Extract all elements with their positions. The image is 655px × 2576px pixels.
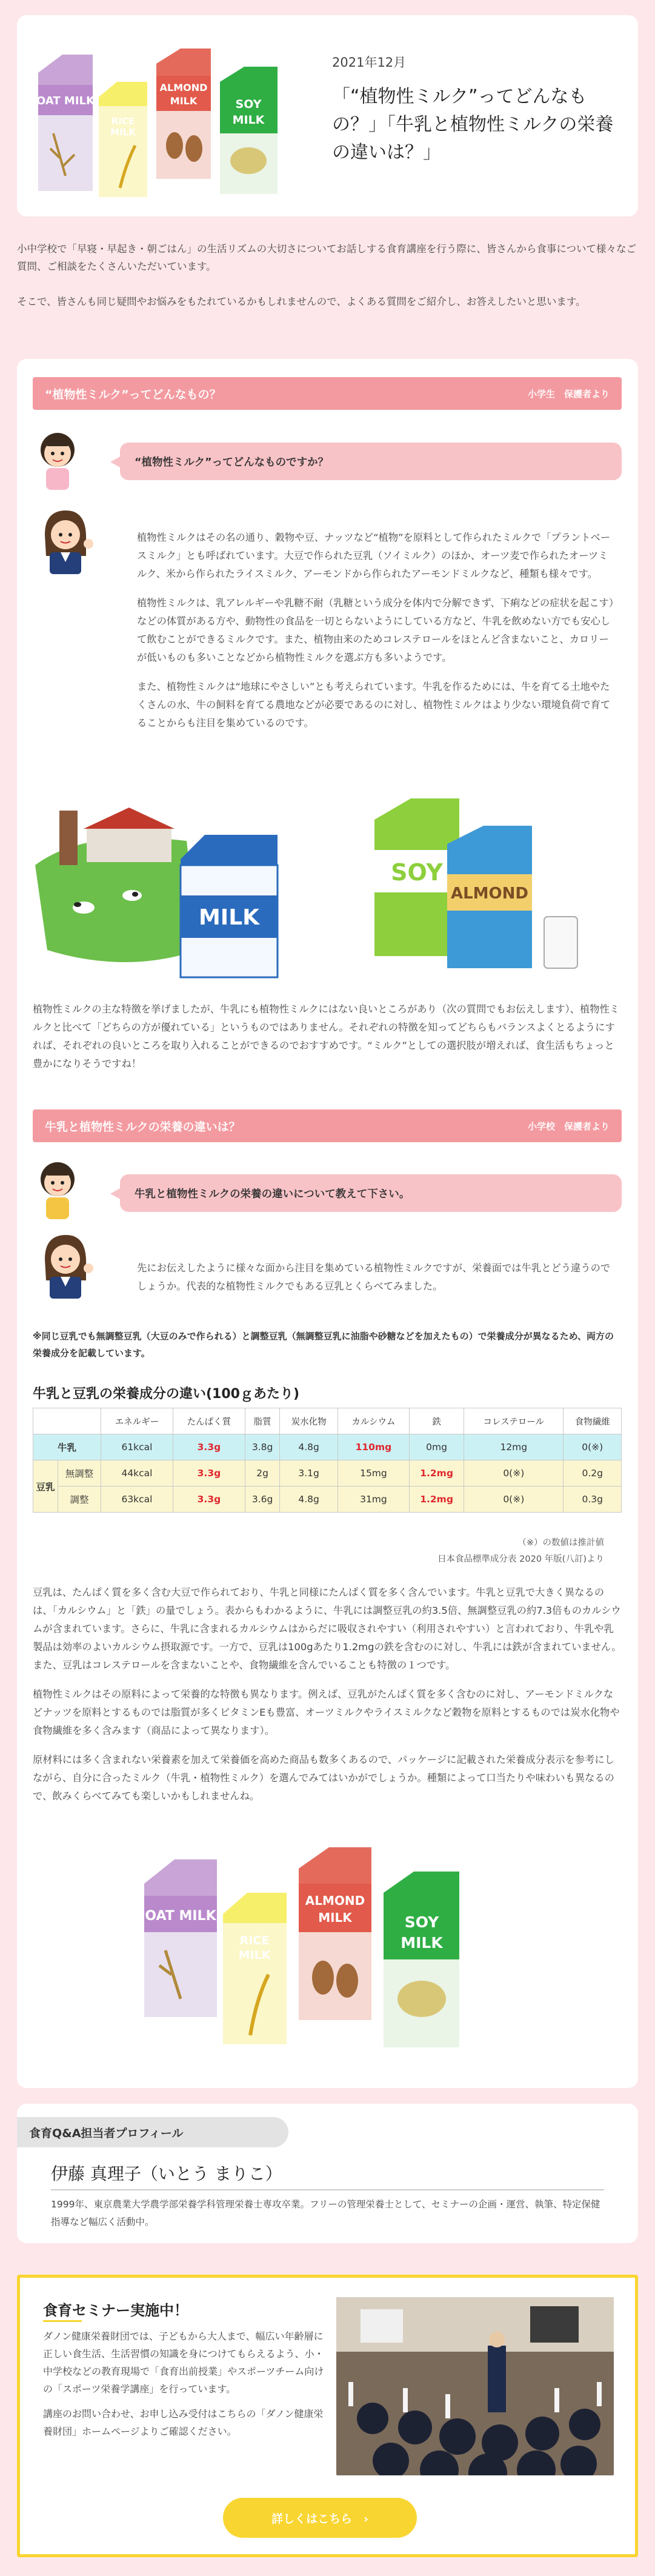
plant-milk-cartons-bottom-illustration: [138, 1847, 502, 2053]
seminar-title: 食育セミナー実施中！: [43, 2302, 188, 2319]
oat-label: OAT MILK: [145, 1909, 216, 1924]
table-cell: 3.3g: [173, 1434, 245, 1460]
section-heading-text: 牛乳と植物性ミルクの栄養の違いは？: [45, 1120, 241, 1134]
article-date: 2021年12月: [332, 55, 407, 70]
question-source-tag: 小学生 保護者より: [527, 388, 610, 400]
body-paragraph: 原材料には多く含まれない栄養素を加えて栄養価を高めた商品も数多くあるので、パッケージに記載された栄養成分表示を参考にしながら、自分に合ったミルク（牛乳・植物性ミルク）を選んでみてはいかがでしょうか。種類によって口当たりや味わいも異なるので、飲みくらべてみても楽しいかもしれませんね。: [33, 1754, 614, 1802]
svg-text:MILK: MILK: [401, 1934, 443, 1952]
table-row: [33, 1460, 622, 1487]
table-row: [33, 1434, 622, 1460]
body-paragraph: 豆乳は、たんぱく質を多く含む大豆で作られており、牛乳と同様にたんぱく質を多く含んでいます。牛乳と豆乳で大きく異なるのは、「カルシウム」と「鉄」の量でしょう。表からもわかるように、牛乳には調整豆乳の約3.5倍、無調整豆乳の約7.3倍ものカルシウムが含まれています。さらに、牛乳に含まれるカルシウムはからだに吸収されやすい（利用されやすい）と言われており、牛乳や乳製品は効率のよいカルシウム摂取源です。一方で、豆乳は100gあたり1.2mgの鉄を含むのに対し、牛乳には鉄が含まれていません。また、豆乳はコレステロールを含まないことや、食物繊維を含んでいることも特徴の１つです。: [33, 1587, 622, 1671]
table-cell: 63kcal: [101, 1487, 173, 1513]
soy-milk-carton: [220, 67, 278, 194]
table-cell: 31mg: [337, 1487, 409, 1513]
table-cell: 3.1g: [280, 1460, 337, 1487]
table-cell: 61kcal: [101, 1434, 173, 1460]
table-header-row: [33, 1408, 622, 1434]
nutritionist-avatar-icon: [33, 507, 99, 574]
section-heading-text: “植物性ミルク”ってどんなもの？: [45, 387, 221, 401]
table-cell: 2g: [245, 1460, 279, 1487]
nutrition-table-title: 牛乳と豆乳の栄養成分の違い(100ｇあたり): [33, 1387, 300, 1402]
child-avatar-icon: [33, 1155, 82, 1222]
seminar-classroom-photo: [336, 2297, 614, 2475]
svg-text:MILK: MILK: [110, 127, 136, 138]
row-label: 牛乳: [33, 1434, 101, 1460]
oat-milk-carton: [36, 55, 95, 191]
soy-milk-carton: [384, 1872, 459, 2047]
svg-text:MILK: MILK: [232, 113, 265, 127]
table-cell: 44kcal: [101, 1460, 173, 1487]
table-citation: 日本食品標準成分表 2020 年版(八訂)より: [437, 1554, 604, 1564]
svg-text:MILK: MILK: [318, 1910, 352, 1925]
table-cell: 0(※): [564, 1434, 622, 1460]
svg-text:MILK: MILK: [170, 95, 198, 107]
answer-paragraph: また、植物性ミルクは“地球にやさしい”とも考えられています。牛乳を作るためには、牛を育てる土地やたくさんの水、牛の飼料を育てる農地などが必要であるのに対し、植物性ミルクはより少ない環境負荷で育てることからも注目を集めているのです。: [137, 681, 611, 729]
table-footnote: （※）の数値は推計値: [517, 1538, 604, 1548]
farm-milk-illustration: [35, 792, 290, 980]
intro-text: [17, 240, 638, 328]
almond-milk-carton: [156, 49, 211, 179]
svg-text:MILK: MILK: [238, 1949, 271, 1962]
table-header: 脂質: [245, 1408, 279, 1434]
hero-card: [17, 15, 638, 216]
svg-text:SOY: SOY: [404, 1913, 439, 1931]
seminar-paragraph: 講座のお問い合わせ、お申し込み受付はこちらの「ダノン健康栄養財団」ホームページよりご確認ください。: [43, 2408, 324, 2437]
almond-label: ALMOND: [450, 885, 529, 903]
plant-milk-cartons-illustration: [35, 49, 314, 200]
intro-paragraph: 小中学校で「早寝・早起き・朝ごはん」の生活リズムの大切さについてお話しする食育講座を行う際に、皆さんから食事について様々なご質問、ご相談をたくさんいただいています。: [17, 243, 637, 272]
qa-article-card: [17, 359, 638, 2088]
milk-label: MILK: [198, 905, 260, 930]
table-cell: 0mg: [410, 1434, 464, 1460]
question-source-tag: 小学校 保護者より: [527, 1120, 610, 1132]
table-cell: 0.2g: [564, 1460, 622, 1487]
table-cell: 110mg: [337, 1434, 409, 1460]
oat-label: OAT MILK: [36, 95, 95, 107]
section-heading-plant-milk: [33, 377, 622, 410]
svg-text:ALMOND: ALMOND: [159, 82, 208, 93]
table-header: エネルギー: [101, 1408, 173, 1434]
author-name: 伊藤 真理子（いとう まりこ）: [51, 2164, 282, 2184]
nutrition-body-text: [33, 1584, 622, 1816]
table-cell: 1.2mg: [410, 1487, 464, 1513]
svg-text:RICE: RICE: [239, 1934, 270, 1947]
row-label: 無調整: [58, 1460, 101, 1487]
table-cell: 0.3g: [564, 1487, 622, 1513]
profile-tab-heading: 食育Q&A担当者プロフィール: [17, 2117, 288, 2147]
svg-text:ALMOND: ALMOND: [305, 1893, 365, 1908]
table-cell: 1.2mg: [410, 1460, 464, 1487]
table-cell: 15mg: [337, 1460, 409, 1487]
author-profile-card: [17, 2104, 638, 2243]
details-button[interactable]: 詳しくはこちら ›: [223, 2498, 417, 2538]
milk-carton-icon: [181, 835, 278, 977]
table-cell: 3.6g: [245, 1487, 279, 1513]
author-bio: 1999年、東京農業大学農学部栄養学科管理栄養士専攻卒業。フリーの管理栄養士として、セミナーの企画・運営、執筆、特定保健指導など幅広く活動中。: [51, 2199, 600, 2227]
table-header: 食物繊維: [564, 1408, 622, 1434]
svg-text:SOY: SOY: [235, 98, 262, 111]
soy-almond-illustration: [368, 795, 599, 977]
answer-nutrition: 先にお伝えしたように様々な面から注目を集めている植物性ミルクですが、栄養面では牛乳とどう違うのでしょうか。代表的な植物性ミルクでもある豆乳とくらべてみました。: [137, 1262, 611, 1292]
soy-label: SOY: [391, 859, 443, 886]
table-header: カルシウム: [337, 1408, 409, 1434]
nutritionist-avatar-icon: [33, 1232, 99, 1299]
soy-milk-note: ※同じ豆乳でも無調整豆乳（大豆のみで作られる）と調整豆乳（無調整豆乳に油脂や砂糖などを加えたもの）で栄養成分が異なるため、両方の栄養成分を記載しています。: [33, 1331, 614, 1359]
child-avatar-icon: [33, 426, 82, 492]
question-bubble: 牛乳と植物性ミルクの栄養の違いについて教えて下さい。: [120, 1174, 622, 1212]
question-bubble: “植物性ミルク”ってどんなものですか？: [120, 443, 622, 480]
almond-milk-carton: [299, 1847, 371, 2020]
seminar-text: [43, 2327, 325, 2447]
table-cell: 12mg: [464, 1434, 564, 1460]
almond-carton-icon: [447, 826, 532, 968]
table-cell: 4.8g: [280, 1487, 337, 1513]
answer-plant-milk: [137, 529, 616, 743]
divider: [51, 2189, 604, 2190]
glass-of-milk-icon: [544, 917, 577, 968]
row-label: 調整: [58, 1487, 101, 1513]
table-cell: 3.3g: [173, 1460, 245, 1487]
table-header: 鉄: [410, 1408, 464, 1434]
answer-paragraph: 植物性ミルクは、乳アレルギーや乳糖不耐（乳糖という成分を体内で分解できず、下痢などの症状を起こす）などの体質がある方や、動物性の食品を一切とらないようにしている方など、牛乳を飲めない方でも安心して飲むことができるミルクです。また、植物由来のためコレステロールをほとんど含まないこと、カロリーが低いものも多いことなどから植物性ミルクを選ぶ方も多いようです。: [137, 597, 614, 663]
soy-carton-icon: [374, 798, 459, 956]
title-underline: [43, 2320, 82, 2322]
seminar-paragraph: ダノン健康栄養財団では、子どもから大人まで、幅広い年齢層に正しい食生活、生活習慣の知識を身につけてもらえるよう、小・中学校などの教育現場で「食育出前授業」やスポーツチーム向けの「スポーツ栄養学講座」を行っています。: [43, 2330, 324, 2395]
nutrition-table: [33, 1408, 622, 1513]
row-group-label: 豆乳: [33, 1460, 58, 1513]
article-title: 「“植物性ミルク”ってどんなもの？」「牛乳と植物性ミルクの栄養の違いは？」: [332, 86, 614, 163]
rice-milk-carton: [223, 1893, 287, 2044]
summary-text: 植物性ミルクの主な特徴を挙げましたが、牛乳にも植物性ミルクにはない良いところがあり（次の質問でもお伝えします）、植物性ミルクと比べて「どちらの方が優れている」というものではありません。それぞれの特徴を知ってどちらもバランスよくとるようにすれば、それぞれの良いところを取り入れることができるのでおすすめです。“ミルク”としての選択肢が増えれば、食生活もちょっと豊かになりそうですね！: [33, 1003, 620, 1069]
table-cell: 3.3g: [173, 1487, 245, 1513]
table-header: 炭水化物: [280, 1408, 337, 1434]
rice-milk-carton: [99, 82, 147, 197]
answer-paragraph: 植物性ミルクはその名の通り、穀物や豆、ナッツなど“植物”を原料として作られたミルクで「プラントベースミルク」とも呼ばれています。大豆で作られた豆乳（ソイミルク）のほか、オーツ麦で作られたオーツミルク、米から作られたライスミルク、アーモンドから作られたアーモンドミルクなど、種類も様々です。: [137, 532, 611, 580]
seminar-promo-box: [17, 2275, 638, 2557]
intro-paragraph: そこで、皆さんも同じ疑問やお悩みをもたれているかもしれませんので、よくある質問をご紹介し、お答えしたいと思います。: [17, 296, 586, 307]
table-cell: 0(※): [464, 1460, 564, 1487]
section-heading-nutrition: [33, 1109, 622, 1142]
table-row: [33, 1487, 622, 1513]
table-header: コレステロール: [464, 1408, 564, 1434]
table-header: たんぱく質: [173, 1408, 245, 1434]
table-cell: 0(※): [464, 1487, 564, 1513]
table-cell: 3.8g: [245, 1434, 279, 1460]
table-source: [437, 1535, 604, 1568]
oat-milk-carton: [144, 1859, 217, 2017]
rice-label: RICE: [111, 116, 135, 127]
table-cell: 4.8g: [280, 1434, 337, 1460]
body-paragraph: 植物性ミルクはその原料によって栄養的な特徴も異なります。例えば、豆乳がたんぱく質を多く含むのに対し、アーモンドミルクなどナッツを原料とするものでは脂質が多くビタミンEも豊富、オーツミルクやライスミルクなど穀物を原料とするものでは炭水化物や食物繊維を多く含みます（商品によって異なります）。: [33, 1688, 620, 1736]
